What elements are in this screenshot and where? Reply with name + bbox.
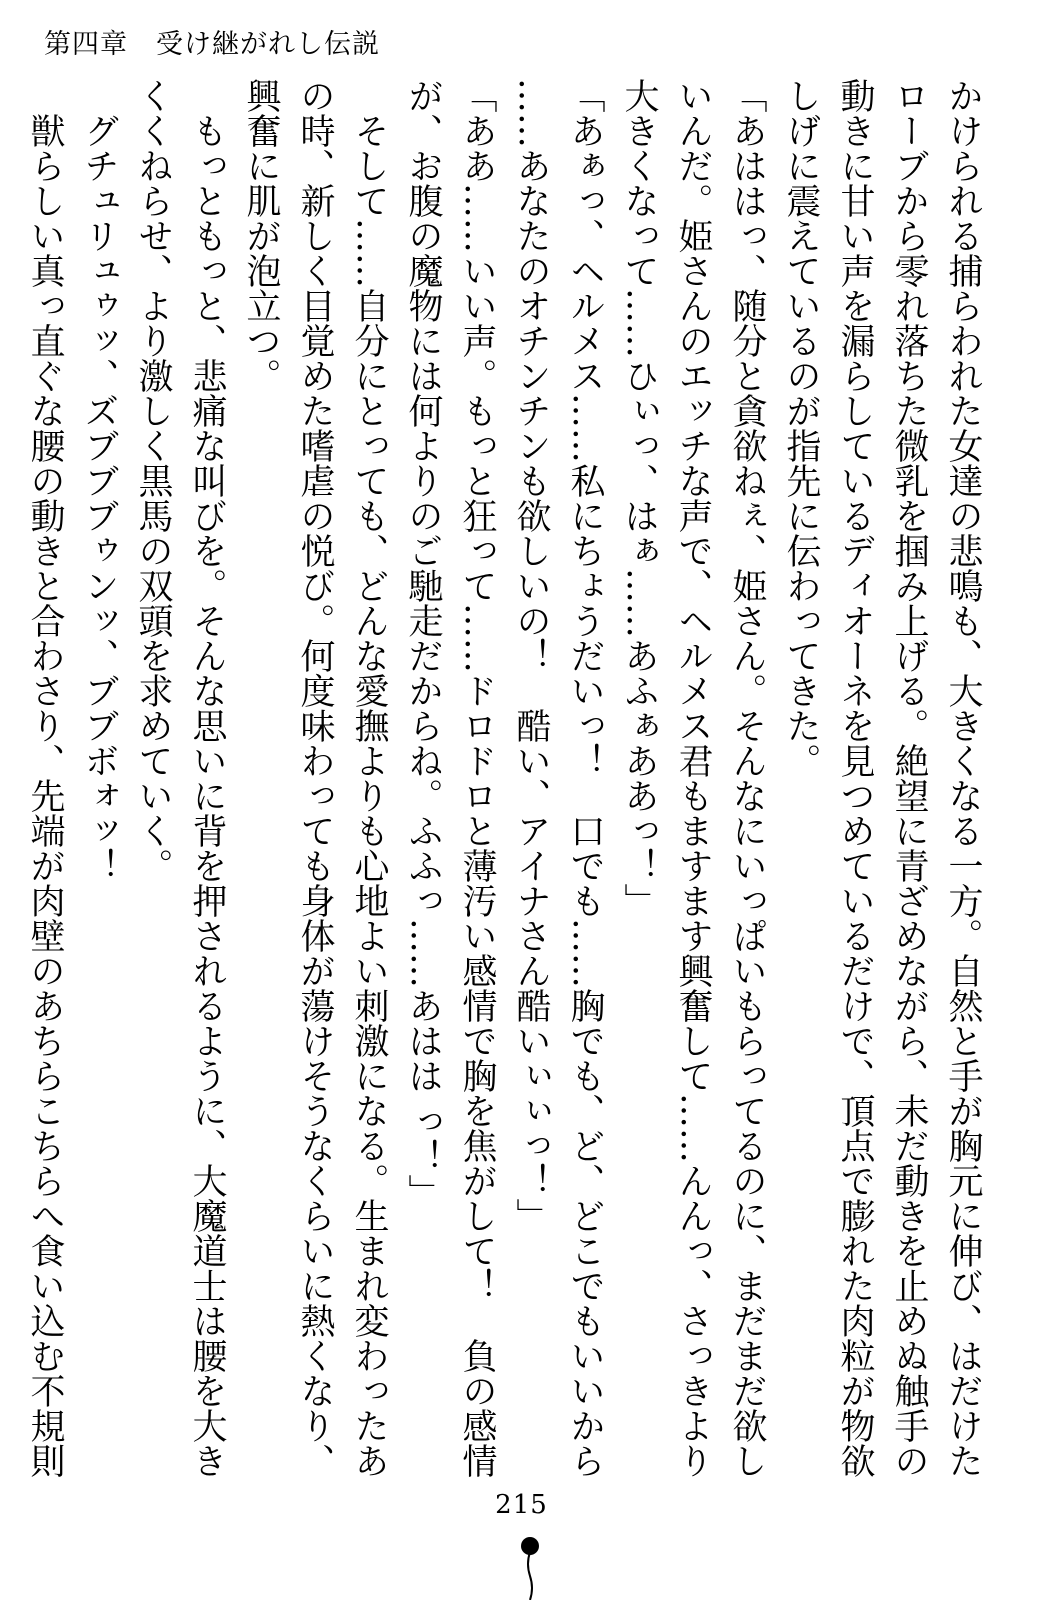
text-line: ローブから零れ落ちた微乳を掴み上げる。絶望に青ざめながら、未だ動きを止めぬ触手の xyxy=(889,78,929,1478)
text-line: そして……自分にとっても、どんな愛撫よりも心地よい刺激になる。生まれ変わったあ xyxy=(349,78,389,1478)
text-line: が、お腹の魔物には何よりのご馳走だからね。ふふっ……あはは っ！」 xyxy=(403,78,443,1210)
text-line: 大きくなって……ひぃっ、はぁ……あふぁああっ！」 xyxy=(619,78,659,918)
chapter-header: 第四章 受け継がれし伝説 xyxy=(44,29,380,60)
body-text xyxy=(25,78,990,1478)
text-line: 獣らしい真っ直ぐな腰の動きと合わさり、先端が肉壁のあちらこちらへ食い込む不規則 xyxy=(25,78,65,1478)
bookmark-string-icon xyxy=(525,1552,535,1600)
text-line: かけられる捕らわれた女達の悲鳴も、大きくなる一方。自然と手が胸元に伸び、はだけた xyxy=(943,78,983,1478)
text-line: グチュリュゥッ、ズブブブゥンッ、ブブボォッ！ xyxy=(79,78,119,883)
text-line: 「あははっ、随分と貪欲ねぇ、姫さん。そんなにいっぱいもらってるのに、まだまだ欲し xyxy=(727,78,767,1478)
text-line: 興奮に肌が泡立つ。 xyxy=(241,78,281,393)
text-line: くくねらせ、より激しく黒馬の双頭を求めていく。 xyxy=(133,78,173,883)
text-line: の時、新しく目覚めた嗜虐の悦び。何度味わっても身体が蕩けそうなくらいに熱くなり、 xyxy=(295,78,335,1478)
text-line: もっともっと、悲痛な叫びを。そんな思いに背を押されるように、大魔道士は腰を大き xyxy=(187,78,227,1478)
text-line: 動きに甘い声を漏らしているディオーネを見つめているだけで、頂点で膨れた肉粒が物欲 xyxy=(835,78,875,1478)
text-line: いんだ。姫さんのエッチな声で、ヘルメス君もますます興奮して……んんっ、さっきより xyxy=(673,78,713,1478)
text-line: 「ああ……いい声。もっと狂って……ドロドロと薄汚い感情で胸を焦がして！ 負の感情 xyxy=(457,78,497,1478)
text-line: 「あぁっ、ヘルメス……私にちょうだいっ！ 口でも……胸でも、ど、どこでもいいから xyxy=(565,78,605,1478)
text-line: しげに震えているのが指先に伝わってきた。 xyxy=(781,78,821,778)
page-number: 215 xyxy=(495,1490,548,1520)
text-line: ……あなたのオチンチンも欲しいの！ 酷い、アイナさん酷いぃぃっ！」 xyxy=(511,78,551,1233)
